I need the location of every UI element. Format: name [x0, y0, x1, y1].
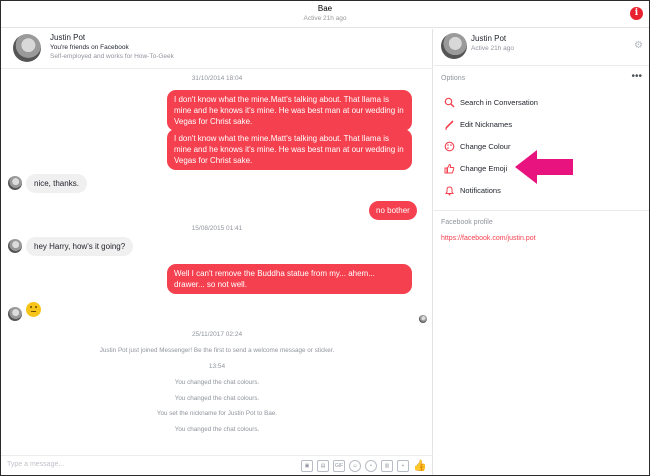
system-message: Justin Pot just joined Messenger! Be the first to send a welcome message or sticker.	[99, 347, 335, 354]
option-label: Change Emoji	[460, 164, 508, 173]
emoji-mouth	[31, 311, 36, 312]
avatar[interactable]	[8, 239, 22, 253]
thumbs-up-icon	[444, 163, 455, 174]
panel-profile-name[interactable]: Justin Pot	[471, 34, 507, 43]
search-icon	[444, 97, 455, 108]
read-receipt-avatar	[419, 315, 427, 323]
emoji-eye	[30, 306, 32, 308]
emoji-eye	[35, 306, 37, 308]
chat-pane	[1, 29, 433, 475]
message-bubble-incoming[interactable]: nice, thanks.	[26, 174, 87, 193]
option-label: Change Colour	[460, 142, 511, 151]
divider	[434, 210, 649, 211]
timestamp: 31/10/2014 18:04	[191, 75, 243, 82]
sticker-icon[interactable]: ▤	[317, 460, 329, 472]
palette-icon	[444, 141, 455, 152]
bell-icon	[444, 185, 455, 196]
message-bubble-incoming[interactable]: hey Harry, how's it going?	[26, 237, 133, 256]
conversation-details-panel	[434, 29, 649, 475]
chat-profile-header	[1, 29, 433, 69]
avatar[interactable]	[13, 34, 41, 62]
timestamp: 25/11/2017 02:24	[191, 331, 243, 338]
gear-icon[interactable]: ⚙	[634, 40, 643, 51]
option-label: Notifications	[460, 186, 501, 195]
conversation-header	[1, 1, 649, 28]
message-bubble-outgoing[interactable]: no bother	[369, 201, 417, 220]
option-edit-nicknames[interactable]	[434, 116, 649, 134]
facebook-profile-link[interactable]: https://facebook.com/justin.pot	[441, 235, 536, 242]
option-search-in-conversation[interactable]	[434, 94, 649, 112]
system-message: You changed the chat colours.	[174, 426, 260, 433]
more-options-icon[interactable]: •••	[631, 71, 642, 82]
emoji-icon[interactable]: ☺	[349, 460, 361, 472]
gif-icon[interactable]: GIF	[333, 460, 345, 472]
option-notifications[interactable]	[434, 182, 649, 200]
system-message: You changed the chat colours.	[174, 379, 260, 386]
timestamp: 15/08/2015 01:41	[191, 225, 243, 232]
profile-work: Self-employed and works for How-To-Geek	[50, 53, 174, 60]
message-bubble-outgoing[interactable]: I don't know what the mine.Matt's talking about. That llama is mine and he knows it's mine. He was best man at our wedding in Vegas for Christ sake.	[167, 90, 412, 131]
composer-toolbar	[301, 459, 425, 473]
info-icon[interactable]: i	[630, 7, 643, 20]
options-heading: Options	[441, 75, 466, 82]
divider	[434, 65, 649, 66]
microphone-icon[interactable]: •	[365, 460, 377, 472]
message-bubble-outgoing[interactable]: I don't know what the mine.Matt's talking about. That llama is mine and he knows it's mine. He was best man at our wedding in Vegas for Christ sake.	[167, 129, 412, 170]
annotation-arrow	[515, 150, 573, 184]
facebook-profile-heading: Facebook profile	[441, 219, 493, 226]
message-input[interactable]: Type a message...	[7, 461, 65, 468]
avatar[interactable]	[8, 307, 22, 321]
more-icon[interactable]: +	[397, 460, 409, 472]
profile-name[interactable]: Justin Pot	[50, 33, 86, 42]
conversation-status: Active 21h ago	[303, 15, 347, 22]
profile-relationship: You're friends on Facebook	[50, 44, 129, 51]
game-icon[interactable]: ▥	[381, 460, 393, 472]
avatar[interactable]	[8, 176, 22, 190]
conversation-title: Bae	[317, 4, 333, 13]
panel-header	[434, 29, 649, 65]
message-bubble-outgoing[interactable]: Well I can't remove the Buddha statue from my... ahem... drawer... so not well.	[167, 264, 412, 294]
gallery-icon[interactable]: ▣	[301, 460, 313, 472]
option-label: Search in Conversation	[460, 98, 538, 107]
panel-profile-status: Active 21h ago	[471, 45, 515, 52]
message-composer	[1, 455, 433, 475]
system-message: You changed the chat colours.	[174, 395, 260, 402]
option-label: Edit Nicknames	[460, 120, 513, 129]
system-message: You set the nickname for Justin Pot to Bae.	[156, 410, 278, 417]
emoji-icon[interactable]	[26, 302, 41, 317]
avatar[interactable]	[441, 33, 467, 59]
like-icon[interactable]: 👍	[413, 460, 427, 472]
pencil-icon	[444, 119, 455, 130]
timestamp: 13:54	[208, 363, 226, 370]
